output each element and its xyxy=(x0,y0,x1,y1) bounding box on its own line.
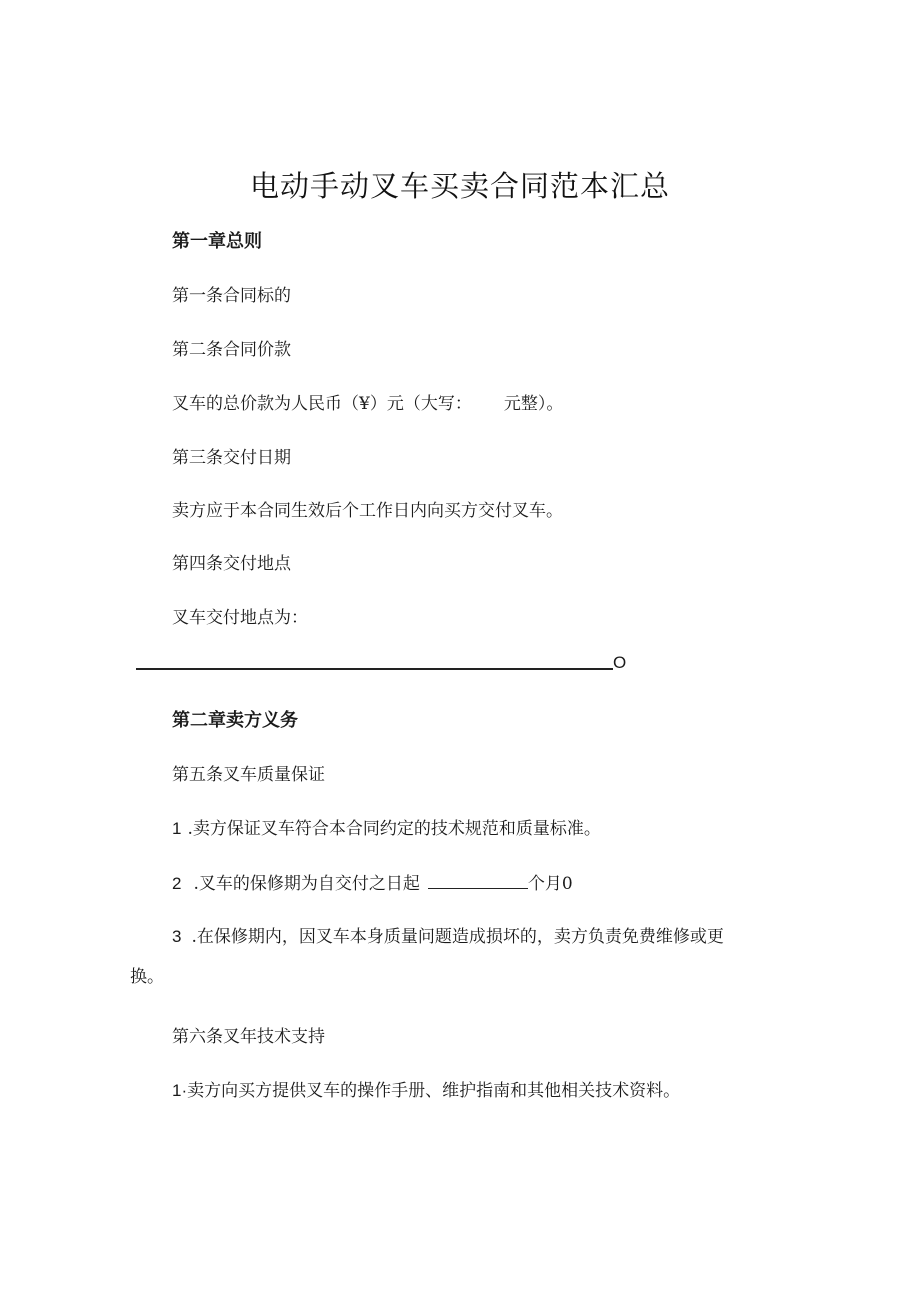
item-number: 3 xyxy=(172,927,182,946)
chapter-2-heading: 第二章卖方义务 xyxy=(172,710,298,731)
article-5-heading: 第五条叉车质量保证 xyxy=(172,765,325,785)
warranty-months-blank xyxy=(428,871,528,889)
item-text: .卖方保证叉车符合本合同约定的技术规范和质量标准。 xyxy=(187,819,601,839)
article-3-heading: 第三条交付日期 xyxy=(172,448,291,468)
article-5-item-3 xyxy=(172,925,724,949)
article-5-item-3-continued: 换。 xyxy=(130,967,164,987)
item-number: 2 xyxy=(172,874,182,893)
item-text-part-a: .叉车的保修期为自交付之日起 xyxy=(193,874,420,894)
article-5-item-2 xyxy=(172,871,573,896)
item-number: 1 xyxy=(172,819,182,838)
article-2-text-part-a: 叉车的总价款为人民币（¥）元（大写： xyxy=(172,394,472,414)
item-text-part-a: .在保修期内，因叉车本身质量问题造成损坏的，卖方负责免费维修或更 xyxy=(191,927,724,947)
article-4-text: 叉车交付地点为： xyxy=(172,608,308,628)
item-number: 1· xyxy=(172,1081,188,1100)
article-6-heading: 第六条叉年技术支持 xyxy=(172,1027,325,1047)
article-3-text: 卖方应于本合同生效后个工作日内向买方交付叉车。 xyxy=(172,501,563,521)
article-2-heading: 第二条合同价款 xyxy=(172,340,291,360)
article-6-item-1 xyxy=(172,1079,680,1103)
item-text: 卖方向买方提供叉车的操作手册、维护指南和其他相关技术资料。 xyxy=(187,1081,681,1101)
article-1-heading: 第一条合同标的 xyxy=(172,286,291,306)
article-5-item-1 xyxy=(172,817,601,841)
delivery-location-end-mark: O xyxy=(613,653,627,672)
article-4-heading: 第四条交付地点 xyxy=(172,554,291,574)
article-2-text-part-b: 元整）。 xyxy=(503,394,564,414)
article-2-text xyxy=(172,392,563,416)
delivery-location-blank-line xyxy=(136,668,613,670)
item-text-part-b: 个月0 xyxy=(527,874,573,894)
document-title: 电动手动叉车买卖合同范本汇总 xyxy=(249,169,670,203)
chapter-1-heading: 第一章总则 xyxy=(172,231,262,252)
